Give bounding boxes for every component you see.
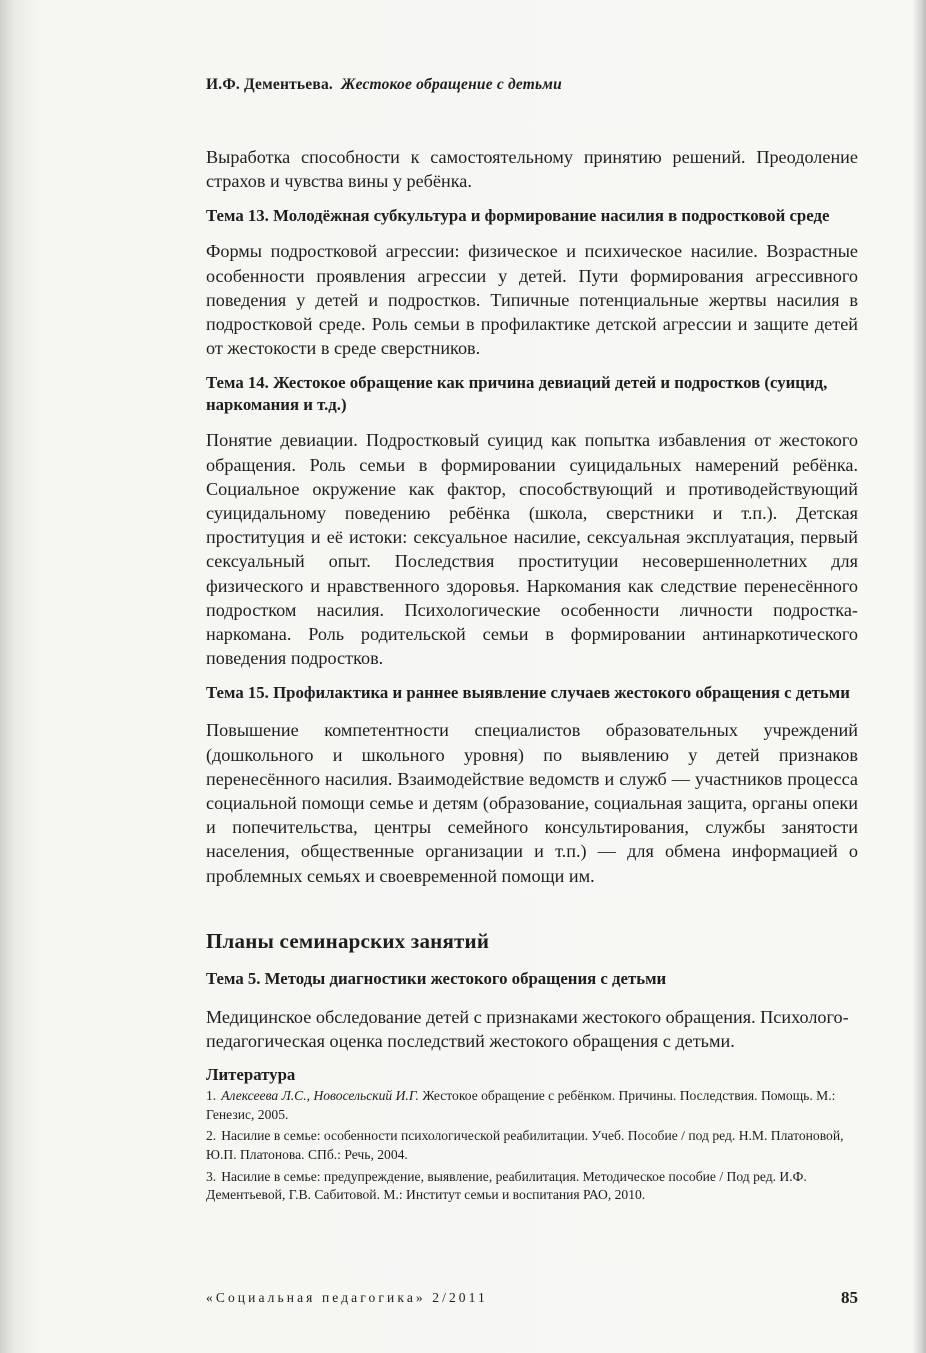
reference-authors: Алексеева Л.С., Новосельский И.Г.: [221, 1088, 419, 1104]
reference-number: 2.: [206, 1128, 217, 1144]
topic-15-heading: Тема 15. Профилактика и раннее выявление случаев жестокого обращения с детьми: [206, 683, 850, 703]
page-footer: [206, 1288, 858, 1312]
main-content: [206, 145, 858, 1208]
reference-text: Насилие в семье: предупреждение, выявление, реабилитация. Методическое пособие / Под ред. И.Ф. Дементьевой, Г.В. Сабитовой. М.: Институт семьи и воспитания РАО, 2010.: [206, 1168, 807, 1203]
reference-item: [206, 1168, 858, 1205]
seminar-topic-5-heading: Тема 5. Методы диагностики жестокого обращения с детьми: [206, 968, 667, 988]
reference-number: 1.: [206, 1088, 217, 1104]
topic-15-text: Повышение компетентности специалистов образовательных учреждений (дошкольного и школьного уровня) по выявлению у детей признаков перенесённого насилия. Взаимодействие ведомств и служб — участников процесса социальной помощи семье и детям (образование, социальная защита, органы опеки и попечительства, центры семейного консультирования, службы занятости населения, общественные организации и т.п.) — для обмена информацией о проблемных семьях и своевременной помощи им.: [206, 720, 858, 886]
page-number: 85: [841, 1288, 858, 1307]
literature-heading: Литература: [206, 1065, 296, 1085]
intro-paragraph: Выработка способности к самостоятельному принятию решений. Преодоление страхов и чувства вины у ребёнка.: [206, 147, 858, 192]
reference-number: 3.: [206, 1168, 217, 1184]
seminar-topic-5-text: Медицинское обследование детей с признаками жестокого обращения. Психолого-педагогическая оценка последствий жестокого обращения с детьми.: [206, 1006, 849, 1052]
reference-item: [206, 1087, 858, 1124]
seminar-section-title: Планы семинарских занятий: [206, 928, 490, 953]
reference-list: [206, 1087, 858, 1205]
reference-text: Насилие в семье: особенности психологической реабилитации. Учеб. Пособие / под ред. Н.М. Платоновой, Ю.П. Платонова. СПб.: Речь, 2004.: [206, 1128, 844, 1163]
reference-item: [206, 1127, 858, 1164]
topic-13-text: Формы подростковой агрессии: физическое и психическое насилие. Возрастные особенности проявления агрессии у детей. Пути формирования агрессивного поведения у детей и подростков. Типичные потенциальные жертвы насилия в подростковой среде. Роль семьи в профилактике детской агрессии и защите детей от жестокости в среде сверстников.: [206, 241, 858, 359]
topic-14-text: Понятие девиации. Подростковый суицид как попытка избавления от жестокого обращения. Роль семьи в формировании суицидальных намерений ребёнка. Социальное окружение как фактор, способствующий и противодействующий суицидальному поведению ребёнка (школа, сверстники и т.п.). Детская проституция и её истоки: сексуальное насилие, сексуальная эксплуатация, первый сексуальный опыт. Последствия проституции несовершеннолетних для физического и нравственного здоровья. Наркомания как следствие перенесённого подростком насилия. Психологические особенности личности подростка-наркомана. Роль родительской семьи в формировании антинаркотического поведения подростков.: [206, 430, 858, 669]
page-edge-shadow: [912, 0, 926, 1353]
journal-name: «Социальная педагогика» 2/2011: [206, 1290, 488, 1305]
topic-13-heading: Тема 13. Молодёжная субкультура и формирование насилия в подростковой среде: [206, 206, 830, 226]
reference-text: Жестокое обращение с ребёнком. Причины. Последствия. Помощь. М.: Генезис, 2005.: [206, 1088, 836, 1122]
running-head: [206, 76, 866, 94]
running-head-title: Жестокое обращение с детьми: [341, 76, 562, 93]
running-head-author: И.Ф. Дементьева.: [206, 76, 333, 93]
topic-14-heading: Тема 14. Жестокое обращение как причина девиаций детей и подростков (суицид, наркомания и т.д.): [206, 373, 828, 415]
